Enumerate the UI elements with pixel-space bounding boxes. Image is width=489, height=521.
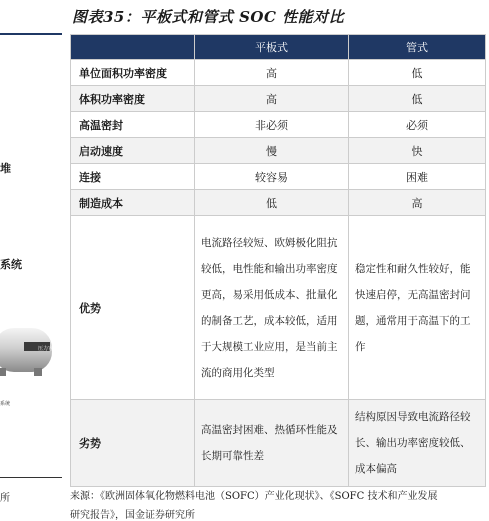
cell-planar: 较容易 [195, 164, 349, 190]
source-note-continued: 研究报告》，国金证券研究所 [70, 510, 195, 521]
row-label: 体积功率密度 [71, 86, 195, 112]
header-corner [71, 35, 195, 60]
cell-planar: 高 [195, 86, 349, 112]
row-label: 高温密封 [71, 112, 195, 138]
cell-tubular: 低 [349, 60, 486, 86]
cell-tubular: 高 [349, 190, 486, 216]
table-row [71, 60, 486, 86]
table-row [71, 138, 486, 164]
row-label: 制造成本 [71, 190, 195, 216]
header-planar: 平板式 [195, 35, 349, 60]
row-label: 启动速度 [71, 138, 195, 164]
cell-planar: 高 [195, 60, 349, 86]
table-row-disadvantages [71, 400, 486, 487]
cell-tubular-disadvantages: 结构原因导致电流路径较长、输出功率密度较低、成本偏高 [349, 400, 486, 487]
header-tubular: 管式 [349, 35, 486, 60]
adjacent-bottom-rule [0, 477, 62, 478]
row-label: 单位面积功率密度 [71, 60, 195, 86]
row-label-advantages: 优势 [71, 216, 195, 400]
adjacent-label-system: 系统 [0, 258, 22, 271]
table-row [71, 190, 486, 216]
cell-planar-disadvantages: 高温密封困难、热循环性能及长期可靠性差 [195, 400, 349, 487]
table-row-advantages [71, 216, 486, 400]
table-row [71, 112, 486, 138]
cell-tubular: 必须 [349, 112, 486, 138]
row-label: 连接 [71, 164, 195, 190]
cell-planar-advantages: 电流路径较短、欧姆极化阻抗较低，电性能和输出功率密度更高，易采用低成本、批量化的制备工艺，成本较低，适用于大规模工业应用，是当前主流的商用化类型 [195, 216, 349, 400]
adjacent-figure-fragment [0, 0, 62, 517]
cell-tubular: 低 [349, 86, 486, 112]
table-row [71, 86, 486, 112]
adjacent-small-label: 系统 [0, 401, 11, 407]
table-header-row [71, 35, 486, 60]
cell-planar: 非必须 [195, 112, 349, 138]
adjacent-source-tail: 所 [0, 493, 10, 504]
cell-tubular-advantages: 稳定性和耐久性较好，能快速启停，无高温密封问题，通常用于高温下的工作 [349, 216, 486, 400]
cell-tubular: 困难 [349, 164, 486, 190]
comparison-table [70, 34, 486, 487]
figure-title: 图表35：平板式和管式 SOC 性能对比 [72, 8, 345, 26]
row-label-disadvantages: 劣势 [71, 400, 195, 487]
adjacent-top-rule [0, 33, 62, 35]
cell-planar: 低 [195, 190, 349, 216]
source-note: 来源：《欧洲固体氧化物燃料电池（SOFC）产业化现状》、《SOFC 技术和产业发展 [70, 491, 438, 502]
table-row [71, 164, 486, 190]
adjacent-label-stack: 堆 [0, 162, 11, 175]
cell-planar: 慢 [195, 138, 349, 164]
cell-tubular: 快 [349, 138, 486, 164]
adjacent-tank-label: 压力容器 [38, 346, 59, 352]
